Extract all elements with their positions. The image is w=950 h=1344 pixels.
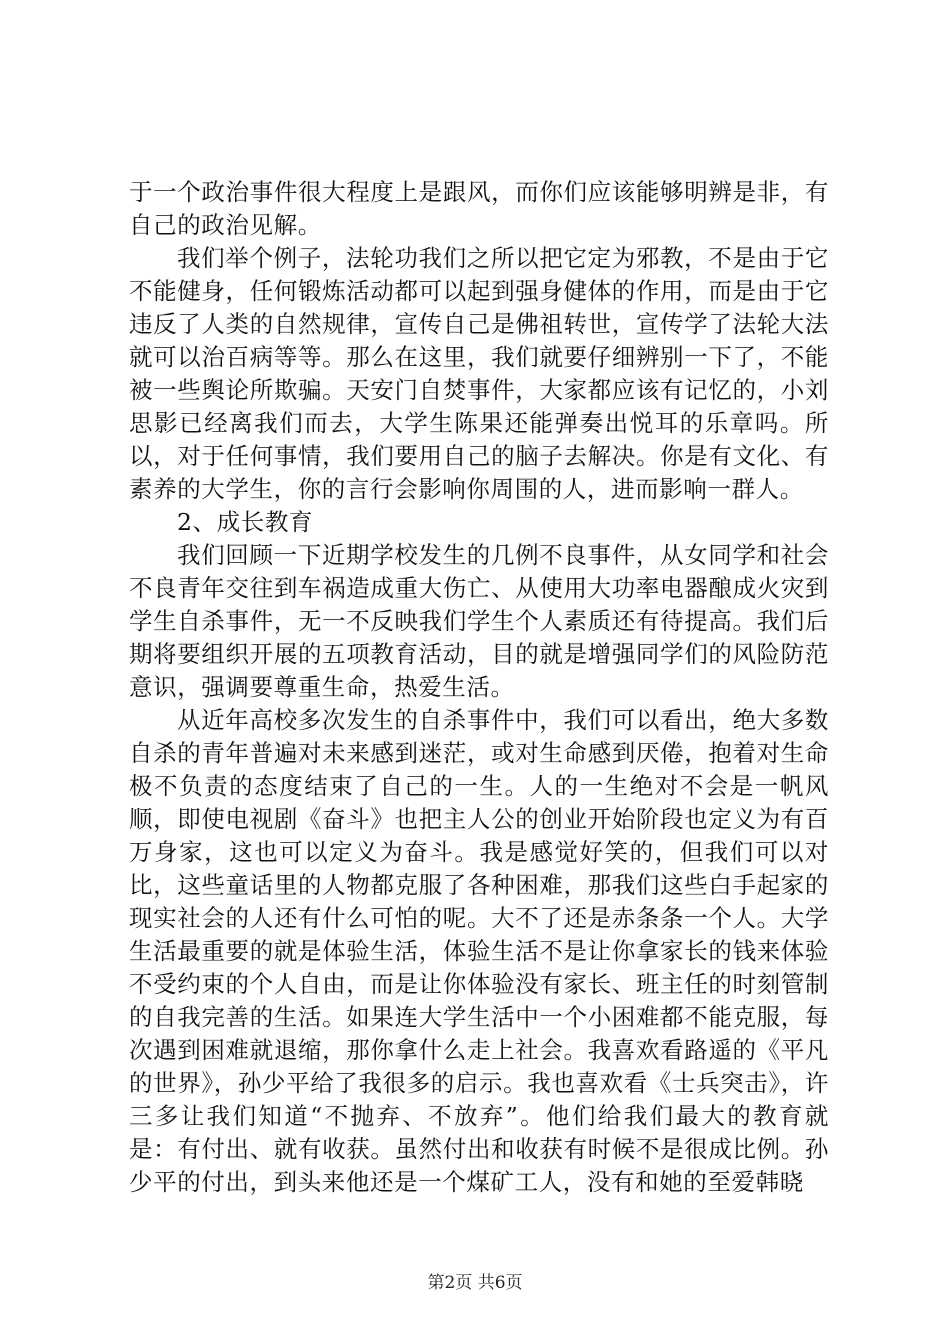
- paragraph-example: 我们举个例子，法轮功我们之所以把它定为邪教，不是由于它不能健身，任何锻炼活动都可以起到强身健体的作用，而是由于它违反了人类的自然规律，宣传自己是佛祖转世，宣传学了法轮大法就可以治百病等等。那么在这里，我们就要仔细辨别一下了，不能被一些舆论所欺骗。天安门自焚事件，大家都应该有记忆的，小刘思影已经离我们而去，大学生陈果还能弹奏出悦耳的乐章吗。所以，对于任何事情，我们要用自己的脑子去解决。你是有文化、有素养的大学生，你的言行会影响你周围的人，进而影响一群人。: [129, 244, 829, 503]
- document-body: [129, 176, 829, 1199]
- paragraph-recent-incidents: 我们回顾一下近期学校发生的几例不良事件，从女同学和社会不良青年交往到车祸造成重大伤亡、从使用大功率电器酿成火灾到学生自杀事件，无一不反映我们学生个人素质还有待提高。我们后期将要组织开展的五项教育活动，目的就是增强同学们的风险防范意识，强调要尊重生命，热爱生活。: [129, 541, 829, 701]
- paragraph-continuation: 于一个政治事件很大程度上是跟风，而你们应该能够明辨是非，有自己的政治见解。: [129, 178, 829, 239]
- section-heading-growth-education: 2、成长教育: [177, 508, 314, 536]
- paragraph-suicide-events: 从近年高校多次发生的自杀事件中，我们可以看出，绝大多数自杀的青年普遍对未来感到迷茫，或对生命感到厌倦，抱着对生命极不负责的态度结束了自己的一生。人的一生绝对不会是一帆风顺，即使电视剧《奋斗》也把主人公的创业开始阶段也定义为有百万身家，这也可以定义为奋斗。我是感觉好笑的，但我们可以对比，这些童话里的人物都克服了各种困难，那我们这些白手起家的现实社会的人还有什么可怕的呢。大不了还是赤条条一个人。大学生活最重要的就是体验生活，体验生活不是让你拿家长的钱来体验不受约束的个人自由，而是让你体验没有家长、班主任的时刻管制的自我完善的生活。如果连大学生活中一个小困难都不能克服，每次遇到困难就退缩，那你拿什么走上社会。我喜欢看路遥的《平凡的世界》，孙少平给了我很多的启示。我也喜欢看《士兵突击》，许三多让我们知道“不抛弃、不放弃”。他们给我们最大的教育就是：有付出、就有收获。虽然付出和收获有时候不是很成比例。孙少平的付出，到头来他还是一个煤矿工人，没有和她的至爱韩晓: [129, 706, 829, 1196]
- page-number-footer: 第2页 共6页: [427, 1273, 523, 1293]
